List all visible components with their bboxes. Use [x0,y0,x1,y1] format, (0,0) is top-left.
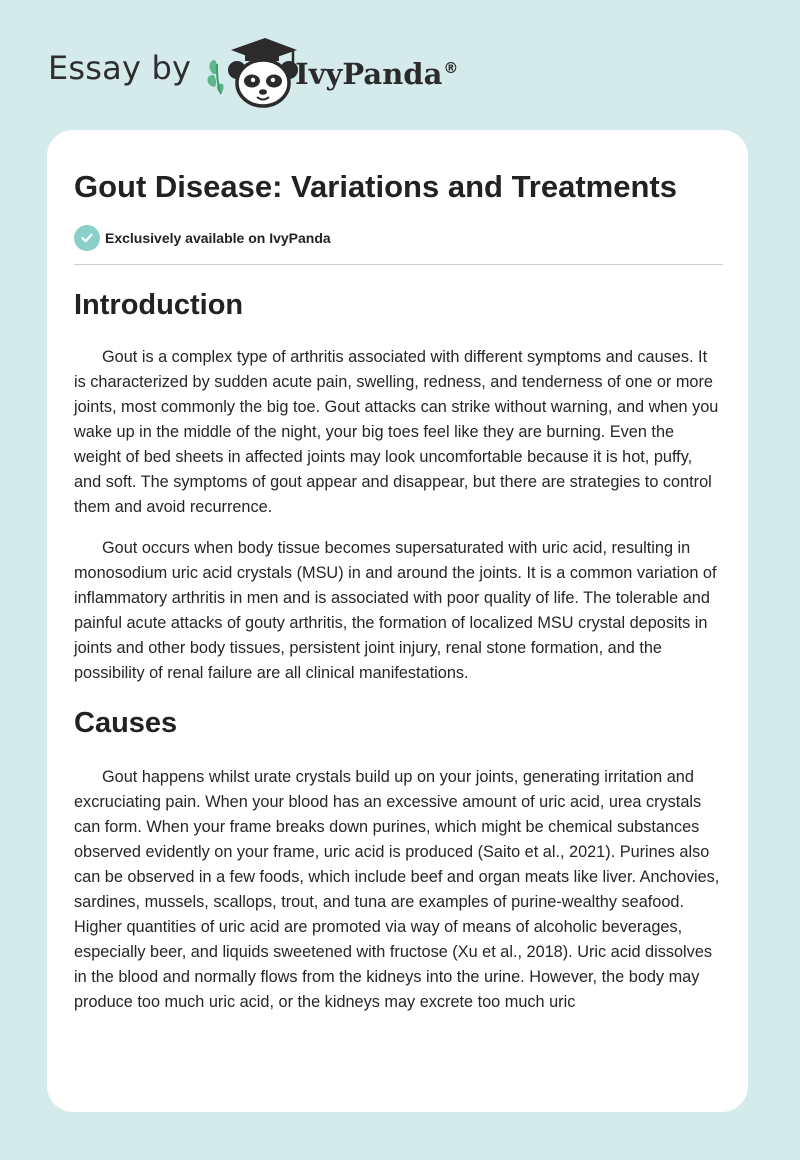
panda-graduate-logo-icon [205,34,301,110]
ivypanda-wordmark [295,57,458,91]
registered-mark: ® [443,59,459,78]
section-heading: Causes [74,707,178,739]
section-causes [74,705,723,1015]
brand-name: IvyPanda [295,57,443,91]
paragraph: Gout is a complex type of arthritis associated with different symptoms and causes. It is characterized by sudden acute pain, swelling, redness, and tenderness of one or more joints, most commonly the big toe. Gout attacks can strike without warning, and when you wake up in the middle of the night, your big toes feel like they are burning. Even the weight of bed sheets in affected joints may look uncomfortable because it is hot, puffy, and soft. The symptoms of gout appear and disappear, but there are strategies to control them and avoid recurrence. [74,348,719,516]
site-header [48,34,458,110]
essay-card [47,130,748,1112]
exclusive-badge-label: Exclusively available on IvyPanda [105,230,331,246]
essay-by-label: Essay by [48,49,192,87]
paragraph: Gout occurs when body tissue becomes supersaturated with uric acid, resulting in monosodium uric acid crystals (MSU) in and around the joints. It is a common variation of inflammatory arthritis in men and is associated with poor quality of life. The tolerable and painful acute attacks of gouty arthritis, the formation of localized MSU crystal deposits in joints and other body tissues, persistent joint injury, renal stone formation, and the possibility of renal failure are all clinical manifestations. [74,539,717,682]
essay-content [74,166,723,1015]
section-introduction [74,287,723,686]
section-heading: Introduction [74,289,244,321]
title-divider [74,264,723,265]
checkmark-icon [74,225,100,251]
exclusive-badge [74,225,723,251]
paragraph: Gout happens whilst urate crystals build up on your joints, generating irritation and excruciating pain. When your blood has an excessive amount of uric acid, urea crystals can form. When your frame breaks down purines, which might be chemical substances observed evidently on your frame, uric acid is produced (Saito et al., 2021). Purines also can be observed in a few foods, which include beef and organ meats like liver. Anchovies, sardines, mussels, scallops, trout, and tuna are examples of purine-wealthy seafood. Higher quantities of uric acid are promoted via way of means of alcoholic beverages, especially beer, and liquids sweetened with fructose (Xu et al., 2018). Uric acid dissolves in the blood and normally flows from the kidneys into the urine. However, the body may produce too much uric acid, or the kidneys may excrete too much uric [74,768,720,1011]
essay-title: Gout Disease: Variations and Treatments [74,169,677,204]
ivypanda-logo[interactable] [205,34,458,110]
